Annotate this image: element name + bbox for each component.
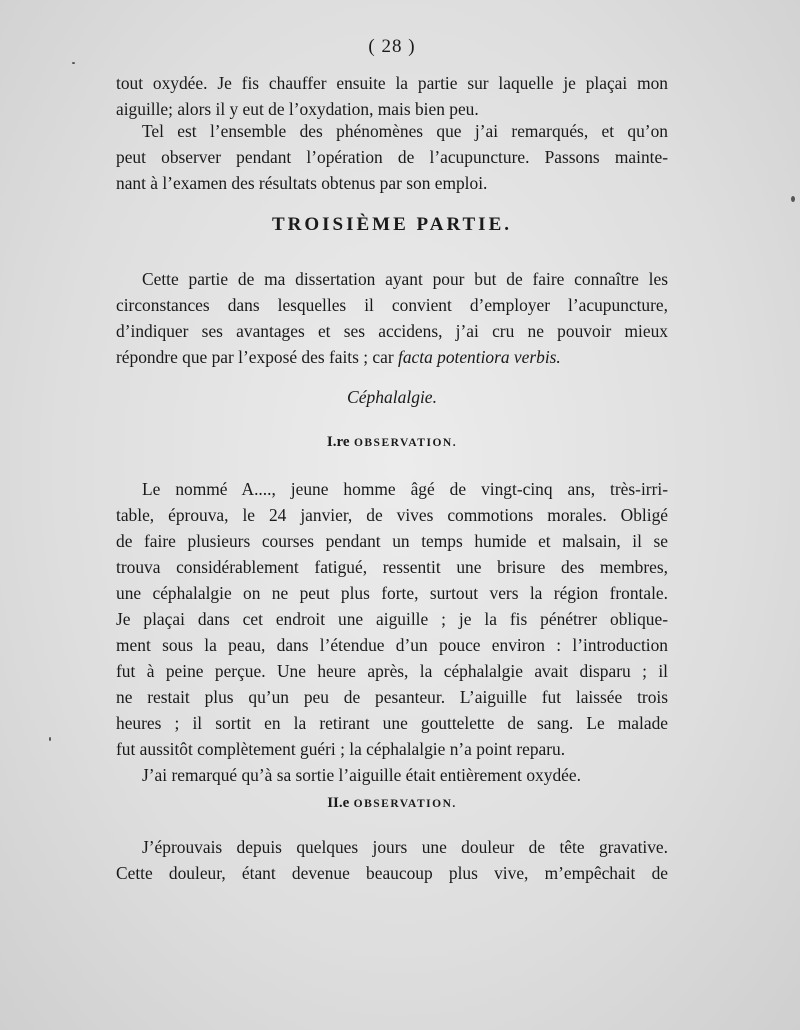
observation-2-paragraph	[116, 834, 668, 886]
part-intro-paragraph	[116, 266, 668, 370]
observation-label: OBSERVATION.	[353, 437, 458, 449]
text-line: J’ai remarqué qu’à sa sortie l’aiguille était entièrement oxydée.	[142, 765, 581, 785]
text-line: Je plaçai dans cet endroit une aiguille ; je la fis pénétrer oblique-	[116, 609, 668, 629]
text-line: de faire plusieurs courses pendant un temps humide et malsain, il se	[116, 531, 668, 551]
text-line: table, éprouva, le 24 janvier, de vives commotions morales. Obligé	[116, 505, 668, 525]
text-line	[116, 344, 668, 370]
text-line: trouva considérablement fatigué, ressentit une brisure des membres,	[116, 557, 668, 577]
text-line: heures ; il sortit en la retirant une gouttelette de sang. Le malade	[116, 713, 668, 733]
ink-speck	[791, 196, 795, 202]
text-line: nant à l’examen des résultats obtenus par son emploi.	[116, 173, 488, 193]
text-line: Le nommé A...., jeune homme âgé de vingt-cinq ans, très-irri-	[142, 479, 668, 499]
text-line: fut à peine perçue. Une heure après, la céphalalgie avait disparu ; il	[116, 661, 668, 681]
text-line: Cette partie de ma dissertation ayant pour but de faire connaître les	[142, 269, 668, 289]
text-line: ne restait plus qu’un peu de pesanteur. L’aiguille fut laissée trois	[116, 687, 668, 707]
text-line: circonstances dans lesquelles il convient d’employer l’acupuncture,	[116, 295, 668, 315]
latin-quote: facta potentiora verbis.	[398, 347, 561, 367]
observation-label: OBSERVATION.	[353, 798, 457, 810]
text-line: aiguille; alors il y eut de l’oxydation, mais bien peu.	[116, 99, 479, 119]
part-heading: TROISIÈME PARTIE.	[271, 214, 513, 235]
text-line: ment sous la peau, dans l’étendue d’un pouce environ : l’introduction	[116, 635, 668, 655]
intro-paragraph	[116, 70, 668, 122]
ink-speck	[49, 737, 51, 741]
text-line: Tel est l’ensemble des phénomènes que j’ai remarqués, et qu’on	[142, 121, 668, 141]
text-line-prefix: répondre que par l’exposé des faits ; car	[116, 347, 398, 367]
text-line: d’indiquer ses avantages et ses accidens, j’ai cru ne pouvoir mieux	[116, 321, 668, 341]
text-line: peut observer pendant l’opération de l’acupuncture. Passons mainte-	[116, 147, 668, 167]
text-line: fut aussitôt complètement guéri ; la céphalalgie n’a point reparu.	[116, 739, 566, 759]
text-line: J’éprouvais depuis quelques jours une douleur de tête gravative.	[142, 837, 668, 857]
observation-2-heading	[116, 795, 668, 812]
page-number: ( 28 )	[368, 36, 416, 57]
observation-1-paragraph	[116, 476, 668, 788]
observation-number: I.re	[326, 434, 350, 450]
observation-1-heading	[116, 434, 668, 451]
section-heading: Céphalalgie.	[347, 387, 437, 407]
text-line: une céphalalgie on ne peut plus forte, surtout vers la région frontale.	[116, 583, 668, 603]
summary-paragraph	[116, 118, 668, 196]
observation-number: II.e	[327, 795, 350, 811]
text-line: tout oxydée. Je fis chauffer ensuite la partie sur laquelle je plaçai mon	[116, 73, 668, 93]
text-line: Cette douleur, étant devenue beaucoup plus vive, m’empêchait de	[116, 863, 668, 883]
ink-speck	[72, 62, 75, 64]
